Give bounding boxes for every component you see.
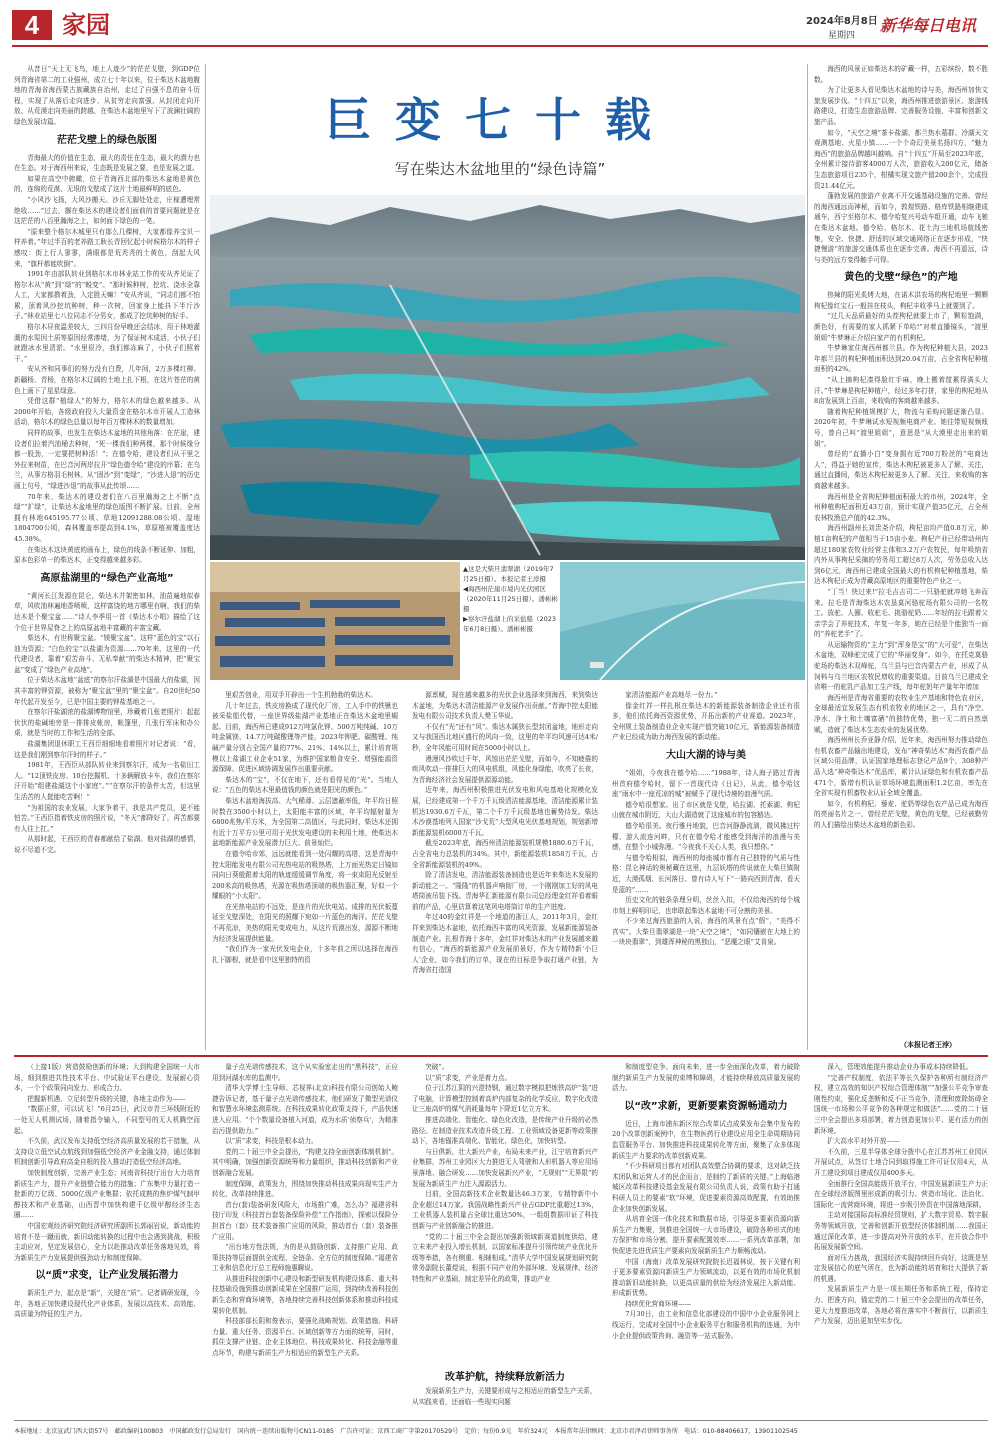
paragraph: 深入，管理效能提升推动企业办事成本持续降低。 <box>827 1063 973 1071</box>
paragraph: 以“质”求变，科技是根本动力。 <box>225 1137 318 1146</box>
paragraph: 全面推行全国高能级开放平台，中国发展新质生产力正在全球经济版图里形成新的吸引力。营造市场化、法治化、国际化一流营商环境，将进一步吸引外资在中国落地深耕。 <box>814 1179 988 1209</box>
paragraph: 如今，“天空之境”茶卡盐湖、都兰热水墓群、冷湖天文观测基地、火星小镇……一个个奇幻美景名扬四方，“魅力海西”的旅游品牌越叫越响。自“十四五”开局至2023年底，全州累计接待游客4000万人次，旅游收入200亿元，储备生态旅游项目235个，柑橘实现文旅产值200余个，完成投资21.44亿元。 <box>814 128 988 190</box>
paragraph: 从运输物资的“主力”到“浑身是宝”的“大可爱”，在柴达木盆地，双峰驼完成了它的“华丽变身”。如今，在托克莫骆驼场的柴达木双峰驼，乌兰县与巴音内蒙古产业，形成了从饲料与乌兰地区农牧民增收的重要渠道。目前乌兰已建成全省唯一的驼乳产品加工生产线，每年驼奶年产量年年增加 <box>814 640 988 692</box>
paragraph: 曾经的“直播小白”变身拥有近700万粉丝的“电商达人”，得益于她的宣传，柴达木枸杞被更多人了解、关注，通过直播间，柴达木枸杞被更多人了解、关注，来收购的客商越来越多。 <box>814 450 988 490</box>
paragraph: 首台(套)装备研发风险大，市场推广难，怎么办？福建省科技厅印发《科技首台套装备保险补偿”工作指南》，探索以保险分担首台（套）技术装备推广应用的风险，推动首台（套）装备推广应用。 <box>212 1200 398 1241</box>
paragraph: “丁当！快过来!”拉毛吉吉司二一只骆驼就冲她飞奔而来。拉毛是青海柴达木农垦莫河骆驼场有限公司的一名牧工。放驼、人圈、收驼毛、挑骆驼奶……年轻的拉毛跟着父亲学会了养驼技术，年复一年多，她在已经是个能独当一面的“养驼老手”了。 <box>814 587 988 639</box>
paragraph: 从那时起，王西臣的青春都献给了盐湖。他对盐湖的感情，说不尽道不完。 <box>14 835 200 854</box>
paragraph: 安从齐和同事们的努力没有白费，几年间，2万多棵红柳、新疆杨、青杨，在格尔木辽阔的土地上扎下根，在这片苍茫的黄色上画下了星星绿意。 <box>14 365 200 395</box>
salt-boat-illustration <box>560 562 805 680</box>
paragraph: 年过40的金红祥是一个地道的浙江人，2011年3月，金红祥来到柴达木盆地，依托海西丰富的风光资源，发展新能源装备制造产业。扎根青海十多年，金红祥对柴达木的产业发展越来越有信心，“海西的新能源产业发展前景好，作为专精特新‘小巨人’企业，如今我们的订单，现在的目标是争取打通产业链，为青海省打造国 <box>412 913 598 975</box>
bottom-column-5 <box>814 1062 988 1410</box>
paragraph: 主动对接国际高标准经贸规则，扩大数字贸易、数字服务等领域开放，完善和创新开放型经济体制机制……我国正通过深化改革，进一步提高对外开放的水平，在开放合作中拓展发展新空间。 <box>814 1211 988 1252</box>
paragraph: 像金红祥一样扎根在柴达木的新能源装备制造企业还有很多，他们依托海西资源优势，开拓出新的产业赛道。2023年，全州规上装备制造业企业实现产值突破10亿元，新能源装备制造产业已经成为助力海西发展的新动能。 <box>612 701 800 742</box>
paragraph: 位于柴达木盆地“盆底”的察尔汗盐湖是中国最大的盐湖，因其丰富的钾资源，被称为“聚宝盆”里的“聚宝盆”。自20世纪50年代起开发至今，已是中国主要的钾盐基地之一。 <box>14 676 200 706</box>
header-rule <box>12 45 988 47</box>
article-column-4 <box>612 690 800 1050</box>
paragraph: 不少来过海西旅游的人说，海西的风景有点“假”，“美得不真实”。大柴旦翡翠湖是一块“天空之境”，“如同镶嵌在大地上的一块块翡翠”，到雄浑神秘的黑独山，“恶魔之眼”艾肯泉。 <box>612 917 800 947</box>
paragraph: 近日，上海市浦东新区综合改革试点成果发布会集中发布的20个改革创新案例中，在生物医药行业建设应用全生命周期协同监管服务平台、加快推进科技成果转化等方面，聚集了众多体现新质生产力要求的改革创新成果。 <box>612 1119 800 1160</box>
paragraph: 推进高端化、智能化、绿色化改造，是传统产业升级的必然路径。在制造业技术改造升级工程、工业领域设备更新等政策推动下，各地锚准高端化、智能化、绿色化，加快转型。 <box>412 1115 598 1146</box>
section-heading: 茫茫戈壁上的绿色版图 <box>57 134 157 146</box>
paragraph: “为祖国的农业发展，大家争着干，我是共产党员，更不能怕苦。”王西臣指着铁皮房的照片说，“冬天”都降好了，再苦都要有人往上扛。” <box>14 803 200 833</box>
paragraph: 除了清洁发电，清洁能源装备制造也是近年来柴达木发展的新动能之一。“隆隆”的机器声响彻厂房，一个刚刚加工好的风电塔筒被吊装下线。青海华汇新能源有限公司总经理金红祥看着眼前的产品，心里估算着这笔风电塔筒订单的生产进度。 <box>412 871 598 911</box>
paragraph: 与日俱新，壮大新兴产业，布局未来产业，江宁培育新兴产业集群，苏州工业园区大力推进无人驾驶和人形机器人等应用场景落地、融合研发……加快发展新兴产业，“无规则”“无界限”的发展为新质生产力注入源源活力。 <box>412 1147 598 1188</box>
paragraph: 持续优化营商环境—— <box>625 1299 692 1308</box>
paragraph: 以“质”求变，产业是着力点。 <box>425 1073 512 1082</box>
paragraph: 中国（海南）改革发展研究院院长迟福林说，按下关键有利于更多要素资源向新质生产力领域流动，以更有效的市场化机制推动新旧动能转换，以更高质量的供给为经济发展注入新动能、形成新优势。 <box>612 1257 800 1298</box>
paragraph: 不仅有“光”还有“风”。柴达木属狭长型封闭盆地，地形走向又与我国西北地区盛行的风向一致，这里的年平均风速可达4米/秒，全年风能可用时间在5000小时以上。 <box>412 722 598 752</box>
paragraph: 扩大高水平对外开放—— <box>827 1137 900 1146</box>
column-rule <box>807 64 808 1050</box>
paragraph: 从昔日“天上无飞鸟，地上人迹少”的茫茫戈壁，到GDP位列青海省第二的工业强州，成立七十年以来，位于柴达木盆地腹地的青海省海西蒙古族藏族自治州，走过了自强不息的奋斗历程，实现了从落后走向进步、从贫穷走向富强、从封闭走向开放、从荒漠走向美丽的跨越，在柴达木盆地里写下了波澜壮阔的绿色发展诗篇。 <box>14 65 200 126</box>
article-column-1 <box>14 64 200 1050</box>
photo-caption-solar: ◀海西州茫崖市境内光伏园区（2020年11月25日摄）。潘彬彬摄 <box>463 585 558 613</box>
paragraph: 如今，有机枸杞、藜麦、驼奶等绿色农产品已成为海西的亮丽名片之一，曾经茫茫戈壁，黄色的戈壁，已经被勤劳的人们描绘出柴达木盆地的新色彩。 <box>814 799 988 829</box>
bottom-column-3 <box>412 1062 598 1362</box>
issue-weekday: 星期四 <box>828 31 856 41</box>
paragraph: “数据正常，可以试飞！”6月25日，武汉市青三环线附近的一处无人机测试场，随着指令输入，不同型号的无人机腾空而起。 <box>14 1105 200 1135</box>
paragraph: 截至2023年底，海西州清洁能源装机规模1880.6万千瓦，占全省电力总装机的34%。其中，新能源装机1858万千瓦，占全省新能源装机的49%。 <box>412 839 598 869</box>
issue-date: 2024年8月8日 <box>806 16 878 27</box>
section-heading: 高原盐湖里的“绿色产业高地” <box>40 572 174 584</box>
paragraph: 发展新质生产力是一项长期任务和系统工程，保持定力、把准方向，锚定党的二十届三中全会提出的改革任务，更大力度推进改革，各地必将在落实中不断前行，以新质生产力发展，迈出更加坚实步伐。 <box>814 1285 988 1326</box>
footer-info: 本报地址：北京宣武门西大街57号 邮政编码100803 中国邮政发行总局发行 国内统一连续出版物号CN11-0185 广告许可证：京西工商广字第20170529号 定价：每份0.9元 年价324元 本报常年法律顾问：北京市君泽君律师事务所 电话：010-88406617，13901102545 <box>14 1428 798 1435</box>
paragraph: 目前，全国高新技术企业数量达46.3万家，专精特新中小企业超过14万家。我国战略性新兴产业占GDP比重超过13%，工业机器人装机量占全球比重达50%，一组组数据印证了科技创新与产业创新融合的推进。 <box>412 1190 598 1230</box>
paragraph: 海西州州长乔亚静介绍，近年来，海西州努力推动绿色有机农畜产品输出地建设，发布“神奇柴达木”海西农畜产品区域公用品牌，认证国家地理标志登记产品9个，308种产品入选“神奇柴达木”优品库，累计认证绿色和有机农畜产品471个，新增有机认证草场环境监测面积1.2亿亩，率先在全省实现有机畜牧业认证全域全覆盖。 <box>814 736 988 798</box>
paragraph: 1981年，王西臣从部队转业来到察尔汗，成为一名盐田工人。“12顶铁皮房、10台挖掘机、十多辆解放卡车，我们在察尔汗开始“组建盐湖这个小家庭”。”“在察尔汗的条件太苦，但这里生活苦的人挺能吃苦啊！” <box>14 761 200 801</box>
paragraph: 蓬勃发展的旅游产业离不开交通基础设施的完善。曾经的海西通远而神秘，而如今，敦煌铁路、格库铁路相继建成通车，西宁至格尔木、德令哈复兴号动车组开通，动车飞驰在柴达木盆地。德令哈、格尔木、花土沟三地机场航线密集，安全、快捷、舒适的区域交通网络正在逐步形成，“快捷慢游”的旅游交通体系也在逐步完善。海西不再遥远，诗与美的远方变得触手可得。 <box>814 192 988 264</box>
main-photo-jade-lake <box>210 195 805 560</box>
paragraph: 凭借这群“植绿人”的努力，格尔木的绿色越来越多。从2000年开始，各级政府投入大量资金在格尔木市开展人工造林活动，格尔木的绿色总量以每年百万棵林木的数量增加。 <box>14 397 200 427</box>
paragraph: 量子点光谱传感技术，这个从实验室走出的“黑科技”，正应用到河湖水库的监测中。 <box>212 1063 398 1082</box>
paragraph: 为了让更多人看见柴达木盆地的诗与美，海西州加快文旅发展步伐。“十四五”以来，海西州推进旅游景区、旅游线路建设，打造生态旅游品牌、完善服务设施，丰富和创新文旅产品。 <box>814 86 988 126</box>
paragraph: 源禀赋，现在越来越多的光伏企业选择来到海西，来到柴达木盆地，为柴达木清洁能源产业发展作出贡献。”青海中控太阳能发电有限公司技术负责人樊玉华说。 <box>412 691 598 721</box>
paragraph: 把握新机遇、立足转型升级的关键，各地主动作为—— <box>27 1094 186 1103</box>
feature-headline: 巨变七十载 <box>325 93 675 147</box>
paragraph: 面对压力挑战，我国经济实现持续回升向好，这既是坚定发展信心的底气所在，也为新动能的培育和壮大提供了新的机遇。 <box>814 1253 988 1283</box>
bottom-column-1 <box>14 1062 200 1410</box>
section-divider <box>14 1055 988 1057</box>
paragraph: 德令哈很美。夜行雅丹地貌，巴音河静静流淌，微风拂过柠檬、游人流连河畔，只有在德令哈才能感受到海洋的浪漫与美感，在整个小城弥漫。“今夜我不关心人类，我只想你。” <box>612 821 800 852</box>
paragraph: 中国宏观经济研究院经济研究所副所长郭丽岩说，新动能的培育不是一蹴而就，新旧动能转换的过程中也会遇到挑战，积极主动应对，坚定发展信心，全力以赴推动改革任务落地见效，将为新质生产力发展提供强劲动力和制度保障。 <box>14 1221 200 1262</box>
paragraph: 党的二十届三中全会提出，“构建支持全面创新体制机制”。其中明确，加强创新资源统筹和力量组织，推动科技创新和产业创新融合发展。 <box>212 1147 398 1177</box>
paragraph: 里艰苦创业，用双手开辟出一个生机勃勃的柴达木。 <box>225 691 377 699</box>
solar-park-illustration <box>210 562 460 680</box>
paragraph: 从培育全国一体化技术和数据市场，引导更多要素资源向新质生产力集聚，到推进全国统一大市场建设，破除各种形式的地方保护和市场分割，提升要素配置效率……一系列改革部署，加快促进先进优质生产要素向发展新质生产力顺畅流动。 <box>612 1215 800 1255</box>
paragraph: 在柴达木这块黄底的画布上，绿色的线条不断延伸、加粗，原本色彩单一的柴达木，正变得越来越多彩。 <box>14 545 200 565</box>
paragraph: 青海最大的价值在生态，最大的责任在生态，最大的潜力也在生态。对于海西州来说，生态既是发展之要，也是发展之道。 <box>14 153 200 173</box>
article-column-5 <box>814 64 988 1036</box>
paragraph: “党的二十届三中全会提出加强新领域新赛道制度供给，建立未来产业投入增长机制，以国家标准提升引领传统产业优化升级等举措，各有侧重、相辅相成。”清华大学中国发展规划研究院常务副院长董煜说，根据不同产业的外部环境、发展规律、经济特性和产业基础，制定差异化的政策，推动产业 <box>412 1232 598 1283</box>
paragraph: 在德令哈市郊，远远就能看到一处闪耀的高塔，这是青海中控太阳能发电有限公司光热电站的吸热塔，上万面光热定日镜如同向日葵般跟着太阳的轨迹缓缓调节角度，将一束束阳光反射至200米高的吸热塔，光源在吸热塔顶端的吸热器汇聚，好似一个耀眼的“小太阳”。 <box>212 849 398 901</box>
paragraph: 如果在高空中俯瞰，位于青海西北部的柴达木盆地是黄色的，连绵的荒漠、无垠的戈壁成了这片土地最鲜明的底色。 <box>14 174 200 194</box>
paragraph: 科技部部长阴和俊表示，要强化战略规划、政策措施、科研力量、重大任务、资源平台、区域创新等方力面的统筹，同时，抓住支撑产业链、企业主体地位、科技成果转化、科技金融等重点环节，构建与新质生产力相适应的新型生产关系。 <box>212 1317 398 1358</box>
paragraph: “完善产权制度，依法平等长久保护各种所有制经济产权，建立高效的知识产权综合管理体制”“加强公平竞争审查刚性约束，强化反垄断和反不正当竞争，清理和废除妨碍全国统一市场和公平竞争的各种规定和做法”……党的二十届三中全会提出多项部署，着力创造更加公平、更有活力的创新环境。 <box>814 1073 988 1135</box>
paragraph: 柴达木盆地海拔高、大气稀薄、云层遮蔽率低，年平均日照时数在3500小时以上，太阳能丰富的区域，年平均辐射量为6800兆焦/平方米，为全国第二高值区，与此同时，柴达木还拥有近十万平方公里可用于光伏发电建设的未利用土地，使柴达木盆地新能源产业发展潜力巨大、前景灿烂。 <box>212 796 398 848</box>
bottom-subheading-text: 发展新质生产力，关键要形成与之相适应的新型生产关系，从实践来看，还面临一些现实问题 <box>412 1387 597 1406</box>
paragraph: 几十年过去，铁皮房换成了现代化厂房，工人手中的铁锹也被采盐船代替，一座世界级盐湖产业基地正在柴达木盆地里崛起。目前，海西州已建成912万吨氯化钾、500万吨纯碱、10万吨金属镁、14.7万吨碳酸锂等产能，2023年钾肥、碳酸锂、纯碱产量分别占全国产量的77%、21%、14%以上，累计培育规模以上盐湖工业企业51家，为维护国家粮食安全、增强能源资源保障、促进区域协调发展作出重要贡献。 <box>212 701 398 774</box>
paragraph: 制度保障，政策发力，围绕加快推动科技成果向现实生产力转化，改革持续推进。 <box>212 1179 398 1199</box>
paragraph: 格尔木昼夜温差较大，三四月份早晚还会结冰，用于林地灌溉的水渠因土质等原因经常渗堵，为了保证树木成活，小伙子们就蹬冰水里清淤。“水里很冷，我们都冻麻了，小伙子们照着干。” <box>14 323 200 363</box>
section-heading: 黄色的戈壁“绿色”的产地 <box>844 272 958 284</box>
section-heading: 以“质”求变，让产业发展拓潜力 <box>35 1270 179 1282</box>
paragraph: 盐湖集团退休职工王西臣细细地看着照片对记者说：“看，这是我们刚到察尔汗时的样子。” <box>14 740 200 759</box>
article-byline: （本报记者王浡） <box>900 1041 956 1049</box>
section-heading: 大山大湖的诗与美 <box>666 749 746 761</box>
paragraph: 1991年由部队转业到格尔木市林业站工作的安从齐见证了格尔木从“黄”到“绿”的“蜕变”。“那时候种树，挖坑、浇水全靠人工，大家都撸着劲，入定胜天嘛！”安从齐说，“同志们都不怕累，顶着风沙挖坑种树，种一次树，回家身上能抖下半斤沙子。”林业站里七八位同志不分男女，都成了挖坑种树的好手。 <box>14 270 200 321</box>
paragraph: 漫漫风沙吹过千年，风蚀出茫茫戈壁，而如今，不知疲倦的疾风吹动一排排巨大的风电机组，风能化身绿能，吹亮了长夜，为青海经济社会发展提供源源动能。 <box>412 754 598 784</box>
footer-rule <box>14 1420 988 1421</box>
paragraph: 与德令哈相似，海西州的每座城市都有自己独特的气质与性格：昆仑神话的奥秘藏在这里，九层妖塔的传说就在大柴旦镇附近，大漠孤烟、长河落日、曾有诗人写下“一路向西到青海，看天是蓝的”…… <box>612 853 800 894</box>
photo-solar-park <box>210 562 460 680</box>
section-heading: 以“改”求新，更新要素资源畅通动力 <box>624 1100 788 1112</box>
paragraph: “我们作为一家光伏发电企业，十多年前之所以选择在海西扎下脚根，就是看中这里独特的资 <box>212 945 398 964</box>
paragraph: 位于江苏江阴的兴澄特钢，通过数字模拟把炼铁高炉“装”进了电脑，计算模型控制着高炉内部复杂的化学反应，数字化改造让三座高炉的煤气消耗量每年下降近1亿立方米。 <box>412 1084 598 1114</box>
article-column-2 <box>212 690 398 1050</box>
paragraph: 柴达木的“宝”，不仅在地下，还有看得见的“光”。当地人说：“五色的柴达木里最值钱的颜色就是阳光的颜色。” <box>212 775 398 795</box>
paragraph: （上接1版）营造鼓励创新的环境；大到构建全国统一大市场，细到推进共性技术平台、中试验证平台建设，发展耐心资本，一个个政策同向发力、形成合力。 <box>14 1063 200 1093</box>
paragraph: “姐姐，今夜我在德令哈……”1988年，诗人海子路过青海州首府德令哈时，留下一首现代诗《日记》，从此，德令哈这座“雨水中一座荒凉的城”被赋予了现代诗境的浪漫气质。 <box>612 768 800 799</box>
article-column-3 <box>412 690 598 1050</box>
paragraph: 和制度型竞争。面向未来，进一步全面深化改革，着力破除制约新质生产力发展的束缚和障碍，才能持续释放高质量发展的活力。 <box>612 1063 800 1093</box>
bottom-column-4 <box>612 1062 800 1410</box>
paragraph: 同样的故事，也发生在柴达木盆地的其他角落：在茫崖，建设者们拉着汽油桶去种树，“死一棵我们种两棵，那个时候缘分都一股劲，一定要把树种活！”；在德令哈，建设者们从干里之外拉来树苗，在巴音河两岸拉开“绿色德令哈”建设的序幕；在乌兰，从事方格羽毛树林，从“固沙”到“变绿”，“沙进人退”的历史画上句号，“绿进沙退”的故事从此传颂…… <box>14 429 200 490</box>
paragraph: 近年来，海西州积极推进光伏发电和风电基地化规模化发展，已经建成第一个千万千瓦级清洁能源基地，清洁能源累计装机达1930.6万千瓦，第二个千万千瓦级基地也蓄势待发。柴达木沙漠基地列入国家“沙戈荒”大型风电光伏基地规划，规划新增新能源装机6000万千瓦。 <box>412 786 598 837</box>
paragraph: 家清洁能源产业高地尽一份力。” <box>625 691 718 699</box>
paragraph: 柴达木，有世称聚宝盆。“镁聚宝盆”。这样“蓝色的宝”以石油为资源；“白色的宝”以盐湖为资源……70年来，这里的一代代建设者，靠着“艰苦奋斗、无私奉献”的柴达木精神，把“聚宝盆”变成了“绿色产业高地”。 <box>14 634 200 674</box>
paragraph: 海西州副州长刘贵尧介绍，枸杞亩均产值0.8万元，种植1亩枸杞的产值相当于15亩小麦。枸杞产业已经带动州内超过180家农牧业经营主体和3.2万户农牧民，每年吸纳省内外从事枸杞采摘的劳务用工超过8万人次，劳务总收入达到6亿元，海西州已建成全国最大的有机枸杞种植基地，柴达木枸杞正成为青藏高原地区的重要特色产业之一。 <box>814 524 988 586</box>
page-header <box>0 0 1000 48</box>
paragraph: 突破”。 <box>425 1063 449 1071</box>
paragraph: 德令哈很想家。出了市区就是戈壁，哈拉湖、托素湖、枸杞山就在城市附近，大山大湖造就了这座城市的包容豁达。 <box>612 800 800 820</box>
paragraph: 清华大学博士生导师、芯视界(北京)科技有限公司创始人鲍捷告诉记者，基于量子点光谱传感技术，他们研发了微型光谱仪和智慧水环境监测系统。在科技成果转化政策支持下，产品快速进入应用。“个个数量设备植入河道，成为水质‘侦察兵’，为精准治污提供助力。” <box>212 1084 398 1135</box>
paragraph: 随着枸杞种植规模扩大，物流与采购问题逐渐凸显。2020年初，牛梦琳试水短视频电商产业。她往带短视频账号，曾自己叫“渡里姐姐”，意思是“从大漠里走出来的姐姐”。 <box>814 407 988 448</box>
paragraph: 70年来，柴达木的建设者们在八百里瀚海之上不断“点绿”“扩绿”，让柴达木盆地里的绿色版图不断扩展。目前，全州拥有林地645195.77公顷、草地12091288.08公顷、湿地1804700公顷，森林覆盖率提高到4.1%，草原植被覆盖度达45.38%。 <box>14 492 200 543</box>
paragraph: 牛梦琳家住海西州都兰县。作为枸杞种植大县，2023年都兰县的枸杞种植面积达到20.04万亩，占全省枸杞种植面积的42%。 <box>814 344 988 374</box>
feature-subheadline: 写在柴达木盆地里的“绿色诗篇” <box>394 160 606 178</box>
paragraph: 从推进科技创新中心建设和新型研发机构建设体系、重大科技基础设施到推动创新成果在全国推广运用，到持续改善科技创新生态和营商环境等，各地持续完善科技创新体系和推动科技成果转化机制。 <box>212 1274 398 1315</box>
paragraph: 海西州是青海省重要的农牧业生产基地和特色农业区，全球最适宜发展生态有机农牧业的地区之一，具有“净空、净水、净土和土壤富硒”的独特优势，独一无二的自然禀赋，造就了柴达木生态农业的发展优势。 <box>814 693 988 734</box>
paragraph: 加快制度创新，完善产业生态；河南省科技厅出台大力培育新质生产力，提升产业链整合能力的措施；广东集中力量打造一批新的万亿级、5000亿级产业集群；依托成熟的焦炉煤气制甲醇技术和产业基础，山西晋中加快构建千亿级甲醇经济生态圈…… <box>14 1168 200 1220</box>
brand-logo: 新华每日电讯 <box>880 16 977 35</box>
paragraph: 热辣的阳光炙烤大地，在诺木洪农场的枸杞地里一颗颗枸杞像红宝石一般挂在枝头，枸杞丰收季马上就要到了。 <box>814 291 988 310</box>
photo-caption-salt-boat: ▶察尔汗盐湖上的采盐船（2023年6月8日摄）。潘彬彬摄 <box>463 615 557 633</box>
paragraph: “不少科研项目都有对团队高效整合协调的要求，这对缺乏技术团队和运营人才的民企而言，是制约了新质的关键。”上海临港城区改革科技建设基金发展有限公司负责人说，政策有助于打通科研人员上的要素“软”环境，促进要素资源高效配置，有效助推企业加快创新发展。 <box>612 1162 800 1213</box>
paragraph: “黄河长江发源在昆仑，柴达木井架密如林，油苗遍地似春草，风吹油林遍地香喷喷，这样富饶的地方哪里有啊，我们的柴达木是个聚宝盆……”诗人李季用一首《柴达木小唱》描绘了这个位于世界屋脊之上的高原盆地丰富藏的丰富宝藏。 <box>14 591 200 632</box>
paragraph: 不久前，三星半导体全球分拨中心在江苏苏州工业园区开展试点，从签订土地合同到取得施工许可证仅用4天，从开工建设到项目建成仅用400多天。 <box>814 1147 988 1177</box>
photo-caption-jade-lake: ▲这是大柴旦翡翠湖（2019年7月25日摄）。本报记者王浡摄 <box>463 565 554 583</box>
paragraph: 不久前，武汉发布支持低空经济高质量发展的若干措施，从支持设立低空试点航线到加强低空经济产业金融支持，通过体制机制创新引导政府高金自根的投入推动打造低空经济高地。 <box>14 1137 200 1167</box>
paragraph: 海西州是全省枸杞种植面积最大的市州，2024年，全州种植枸杞面积近43万亩，预计实现产值35亿元，占全州农林牧渔总产值的42.3%。 <box>814 492 988 522</box>
paragraph: 在察尔汗盐湖浓的盐湖博物馆里，珍藏着几张老照片：起起伏伏的盐碱地旁是一排排皮帐房，帐篷里，几张行军床和办公桌，就是当时的工作和生活的全部。 <box>14 708 200 738</box>
paragraph: “小风沙飞扬，大风沙搬天。沙丘无脚处处走，庄稼遭埋常绝收……”过去，撂在柴达木的建设者们面前的首要问题就是在这茫茫的八百里瀚海之上，如何面下绿色的一笔。 <box>14 195 200 226</box>
paragraph: 新质生产力，起点是“新”，关键在“质”。记者调研发现，今年，各地正加快建设现代化产业体系，发展以高技术、高效能、高质量为特征的生产力。 <box>14 1289 200 1319</box>
bottom-column-2 <box>212 1062 398 1410</box>
jade-lake-illustration <box>210 195 805 560</box>
paragraph: “出台地方性法规，为的是从鼓励创新、支持推广应用、政策扶持等层面提供全流程、全链条、全方位的制度保障。”福建省工业和信息化厅总工程师施惠聊说。 <box>212 1243 398 1273</box>
paragraph: “原来整个格尔木城里只有那么几棵树，大家都像养宝贝一样养着。”年过半百的老养路工耿长青回忆起小时候格尔木的样子感叹：街上行人寥寥，满眼都是荒秃秃的土黄色，刮起大风来，“旗杆都能吹倒”。 <box>14 227 200 268</box>
paragraph: 在光热电站的不远处，是连片的光伏电站。成排的光伏板蔓延至戈壁深处，在阳光的照耀下宛如一片蓝色的海洋。茫茫戈壁不再荒凉，美热的阳光变成电力，从这片荒漠出发，源源不断地为经济发展提供能量。 <box>212 902 398 943</box>
bottom-subheading: 改革护航，持续释放新活力 <box>445 1372 565 1383</box>
photo-salt-lake-boat <box>560 562 805 680</box>
column-rule <box>205 64 206 1050</box>
paragraph: 历史文化的链条条理分明，丝丝入扣，不仅给海西的每个城市刻上鲜明印记，也串联起柴达木盆地不可分割的美景。 <box>612 896 800 915</box>
photo-caption-block <box>463 564 559 634</box>
paragraph: “从上摘枸杞凑得脸红手麻，晚上搬着筐累得满头大汗。”牛梦琳是枸杞种植户，经过多年打拼，家里的枸杞地从8亩发展到上百亩，来收购的客商越来越多。 <box>814 376 988 406</box>
page-number-badge: 4 <box>12 10 52 40</box>
paragraph: “过几天品质最好的头茬枸杞就要上市了，颗粒饱满，颜色好，有需要的家人抓紧下单哈!”对着直播镜头，“渡里姐姐”牛梦琳正介绍自家产的有机枸杞。 <box>814 312 988 342</box>
section-title: 家园 <box>62 10 110 39</box>
paragraph: 7月30日，由工业和信息化部建设的中国中小企业服务网上线运行，完成对全国中小企业服务平台和服务机构的连通，为中小企业提供政策咨询、融资等一站式服务。 <box>612 1310 800 1340</box>
paragraph: 海西的风景正如柴达木的矿藏一样，五彩缤纷，数不胜数。 <box>814 65 988 84</box>
